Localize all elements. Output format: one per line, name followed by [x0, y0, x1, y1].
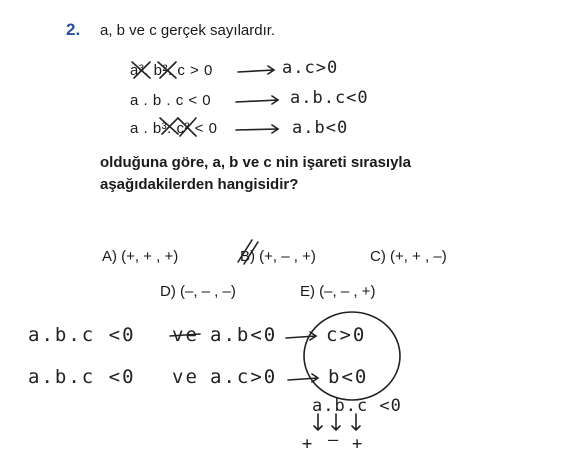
handwritten-line2-mid: a.c>0 [210, 366, 278, 388]
arrow-result-1 [238, 66, 274, 74]
option-d[interactable]: D) (–, – , –) [160, 283, 236, 300]
crossout-exponent-a [132, 62, 150, 78]
question-text: olduğuna göre, a, b ve c nin işareti sırasıyla aşağıdakilerden hangisidir? [100, 154, 411, 193]
question-stem: a, b ve c gerçek sayılardır. [100, 22, 276, 39]
handwritten-line1-mid: a.b<0 [210, 324, 278, 346]
sign-arrow-c [352, 414, 360, 430]
handwritten-sign-a: + [302, 434, 314, 454]
crossout-exponent-c2 [178, 118, 196, 136]
condition-1: a³. b². c > 0 [130, 62, 213, 79]
question-number: 2. [66, 20, 81, 39]
condition-3: a . b³. c² < 0 [130, 120, 218, 137]
strike-ve-line1 [170, 334, 200, 336]
handwritten-line2-right: b<0 [328, 366, 369, 388]
crossout-exponent-b [158, 62, 176, 78]
option-c[interactable]: C) (+, + , –) [370, 248, 447, 265]
handwritten-result-1: a.c>0 [282, 58, 339, 78]
arrow-result-2 [236, 96, 278, 104]
option-a[interactable]: A) (+, + , +) [102, 248, 179, 265]
handwritten-sign-b: – [328, 430, 340, 450]
arrow-working-line2 [288, 374, 318, 382]
handwritten-result-2: a.b.c<0 [290, 88, 369, 108]
option-b[interactable]: B) (+, – , +) [240, 248, 316, 265]
handwritten-line1-right: c>0 [326, 324, 367, 346]
crossout-option-b [238, 240, 258, 264]
condition-2: a . b . c < 0 [130, 92, 212, 109]
handwritten-sign-c: + [352, 434, 364, 454]
arrow-result-3 [236, 125, 278, 133]
handwritten-line1-left: a.b.c <0 [28, 324, 136, 346]
sign-arrow-b [332, 414, 340, 430]
handwritten-line2-left: a.b.c <0 [28, 366, 136, 388]
sign-arrow-a [314, 414, 322, 430]
crossout-exponent-b3 [160, 118, 178, 134]
handwritten-result-3: a.b<0 [292, 118, 349, 138]
circle-answer [304, 312, 400, 400]
option-e[interactable]: E) (–, – , +) [300, 283, 376, 300]
handwritten-final-expression: a.b.c <0 [312, 396, 402, 416]
handwritten-line1-ve: ve [172, 324, 199, 346]
handwritten-line2-ve: ve [172, 366, 199, 388]
